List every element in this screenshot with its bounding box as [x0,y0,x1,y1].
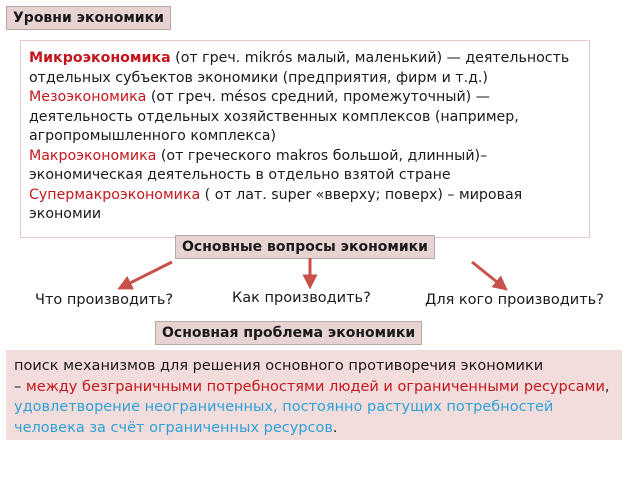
macro-term: Макроэкономика [29,147,157,164]
problem-needs: удовлетворение неограниченных, постоянно растущих потребностей человека за счёт ограниченных ресурсов [14,399,554,436]
questions-heading: Основные вопросы экономики [175,235,435,259]
supermacro-definition [29,186,581,225]
arrow-right [472,262,502,286]
question-how: Как производить? [232,290,371,306]
problem-intro: поиск механизмов для решения основного противоречия экономики [14,358,544,374]
meso-term: Мезоэкономика [29,89,147,105]
micro-definition [29,49,581,88]
arrow-left [124,262,172,286]
problem-contradiction: между безграничными потребностями людей и ограниченными ресурсами [25,378,605,395]
micro-text: (от греч. mikrós малый, маленький) — деятельность отдельных субъектов экономики (предприятия, фирм и т.д.) [29,50,570,86]
supermacro-text: ( от лат. super «вверху; поверх) – мировая экономии [29,186,523,222]
levels-definitions-box [20,40,590,238]
micro-term: Микроэкономика [29,50,171,66]
meso-definition [29,88,581,147]
supermacro-term: Супермакроэкономика [29,186,201,203]
problem-heading: Основная проблема экономики [155,321,422,345]
question-what: Что производить? [35,292,174,308]
problem-description [6,350,622,440]
meso-text: (от греч. mésos средний, промежуточный) — деятельность отдельных хозяйственных комплексов (например, агропромышленного комплекса) [29,89,519,144]
problem-comma: , [604,378,610,395]
problem-period: . [332,419,338,436]
macro-text: (от греческого makros большой, длинный)– экономическая деятельность в отдельно взятой стране [29,147,488,183]
page-title: Уровни экономики [6,6,171,30]
problem-dash: – [14,378,26,395]
question-for-whom: Для кого производить? [425,292,604,308]
macro-definition [29,147,581,186]
